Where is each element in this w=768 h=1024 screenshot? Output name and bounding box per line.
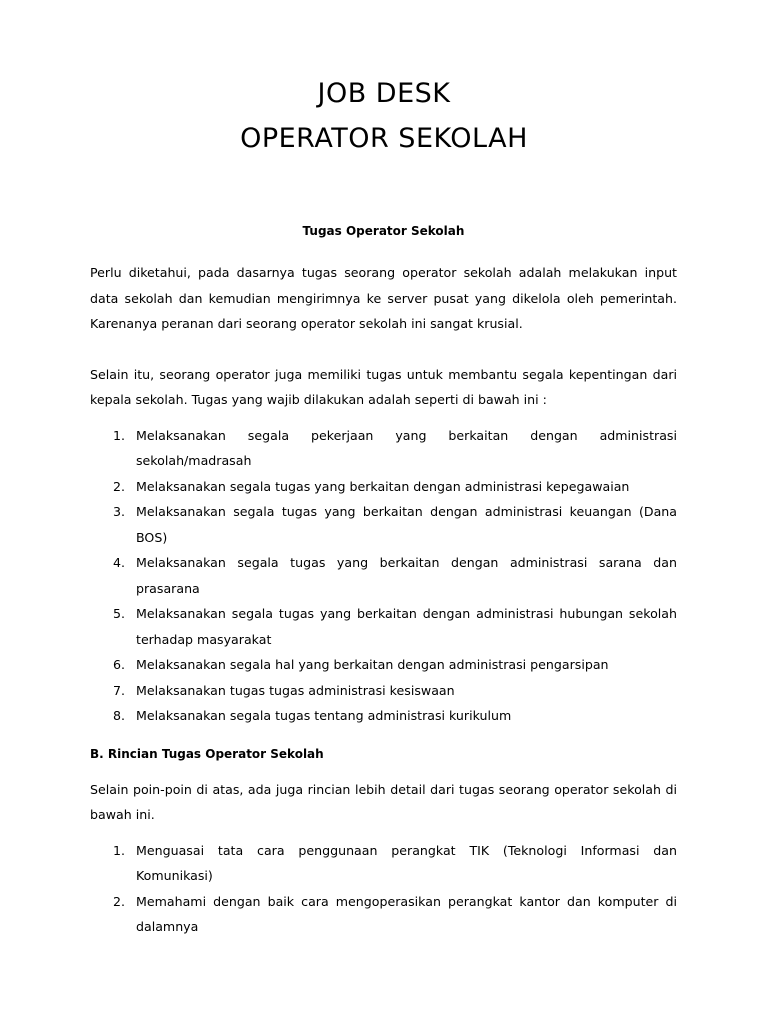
list-item-text: Melaksanakan segala tugas yang berkaitan dengan administrasi keuangan (Dana BOS) [136, 504, 677, 545]
list-item-number: 1. [113, 427, 126, 443]
list-item [90, 423, 677, 474]
paragraph-intro: Perlu diketahui, pada dasarnya tugas seorang operator sekolah adalah melakukan input data sekolah dan kemudian mengirimnya ke server pusat yang dikelola oleh pemerintah. Karenanya peranan dari seorang operator sekolah ini sangat krusial. [90, 265, 677, 331]
duties-list [90, 423, 677, 729]
list-item [90, 550, 677, 601]
list-item-number: 2. [113, 478, 126, 494]
list-item [90, 678, 677, 704]
list-item-text: Melaksanakan segala tugas tentang administrasi kurikulum [136, 708, 512, 723]
list-item [90, 889, 677, 940]
list-item-number: 2. [113, 893, 126, 909]
list-item-text: Melaksanakan segala hal yang berkaitan dengan administrasi pengarsipan [136, 657, 609, 672]
list-item-text: Memahami dengan baik cara mengoperasikan perangkat kantor dan komputer di dalamnya [136, 893, 677, 934]
section-heading-tugas: Tugas Operator Sekolah [302, 224, 465, 238]
list-item-number: 4. [113, 555, 126, 570]
list-item-number: 5. [113, 606, 126, 621]
list-item-text: Melaksanakan segala tugas yang berkaitan dengan administrasi kepegawaian [136, 478, 630, 494]
document-title-line-2: OPERATOR SEKOLAH [240, 123, 528, 154]
list-item-number: 1. [113, 842, 126, 858]
list-item [90, 652, 677, 678]
paragraph-duties-intro: Selain itu, seorang operator juga memiliki tugas untuk membantu segala kepentingan dari kepala sekolah. Tugas yang wajib dilakukan adalah seperti di bawah ini : [90, 366, 677, 407]
section-heading-rincian: B. Rincian Tugas Operator Sekolah [90, 746, 324, 761]
list-item [90, 838, 677, 889]
list-item-number: 3. [113, 504, 126, 519]
document-body [90, 222, 677, 940]
list-item-text: Melaksanakan segala tugas yang berkaitan dengan administrasi sarana dan prasarana [136, 555, 677, 596]
list-item [90, 601, 677, 652]
list-item [90, 703, 677, 729]
paragraph-details-intro: Selain poin-poin di atas, ada juga rincian lebih detail dari tugas seorang operator sekolah di bawah ini. [90, 781, 677, 822]
list-item [90, 474, 677, 500]
list-item-number: 7. [113, 682, 126, 698]
list-item-text: Melaksanakan segala pekerjaan yang berkaitan dengan administrasi sekolah/madrasah [136, 427, 677, 468]
document-title-line-1: JOB DESK [317, 78, 451, 109]
list-item-number: 6. [113, 657, 126, 672]
list-item-text: Melaksanakan segala tugas yang berkaitan dengan administrasi hubungan sekolah terhadap masyarakat [136, 606, 677, 647]
list-item [90, 499, 677, 550]
list-item-number: 8. [113, 708, 126, 723]
details-list [90, 838, 677, 940]
list-item-text: Menguasai tata cara penggunaan perangkat TIK (Teknologi Informasi dan Komunikasi) [136, 842, 677, 883]
list-item-text: Melaksanakan tugas tugas administrasi kesiswaan [136, 682, 455, 698]
